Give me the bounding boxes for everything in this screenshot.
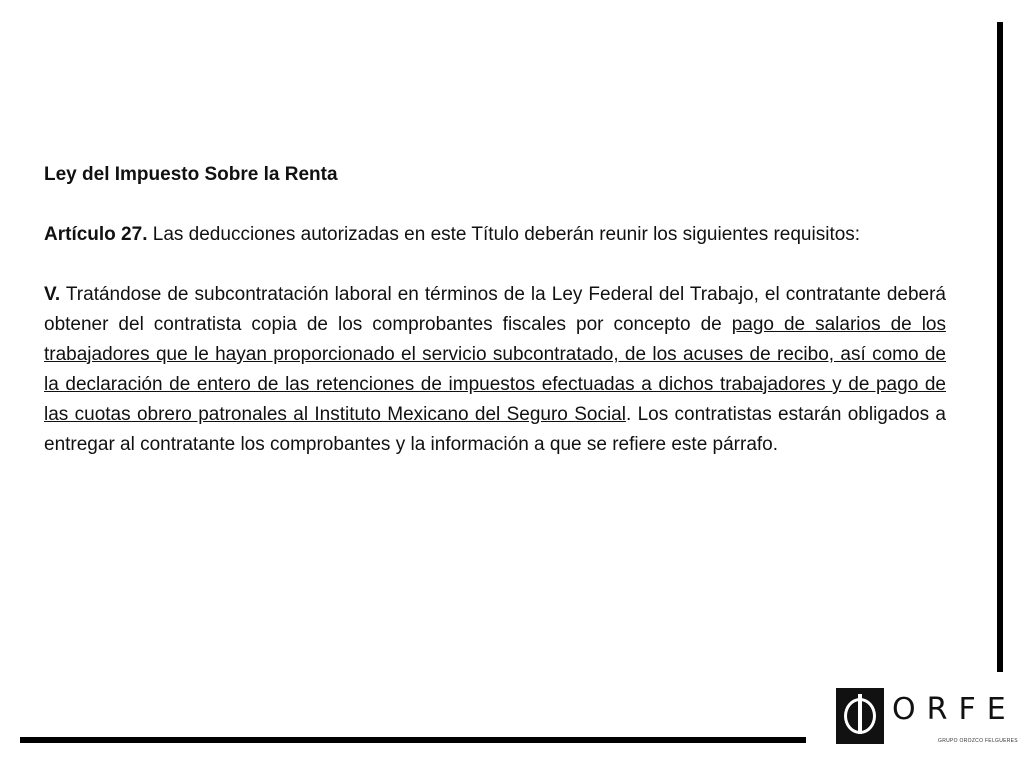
logo-wordmark: ORFE [892, 692, 1017, 727]
logo-emblem-icon [836, 688, 884, 744]
logo-subtitle: GRUPO OROZCO FELGUERES [938, 738, 1018, 744]
section-number: V. [44, 284, 61, 305]
law-title: Ley del Impuesto Sobre la Renta [44, 164, 338, 185]
section-text-start: Tratándose de subcontratación laboral en términos de la Ley Federal del Trabajo, el contratante deberá obtener del contratista copia de los comprobantes fiscales por concepto de [44, 284, 946, 335]
section-text-end: . Los contratistas estarán obligados a entregar al contratante los comprobantes y la información a que se refiere este párrafo. [44, 404, 946, 455]
section-paragraph [44, 280, 946, 460]
article-number: Artículo 27. [44, 224, 148, 245]
article-paragraph [44, 220, 946, 250]
company-logo [836, 688, 1018, 748]
section-underlined-text: pago de salarios de los trabajadores que le hayan proporcionado el servicio subcontratado, de los acuses de recibo, así como de la declaración de entero de las retenciones de impuestos efectuadas a dichos trabajadores y de pago de las cuotas obrero patronales al Instituto Mexicano del Seguro Social [44, 314, 946, 425]
article-text: Las deducciones autorizadas en este Título deberán reunir los siguientes requisitos: [147, 224, 861, 245]
horizontal-rule [20, 737, 806, 743]
vertical-rule [997, 22, 1003, 672]
document-body [44, 160, 946, 460]
